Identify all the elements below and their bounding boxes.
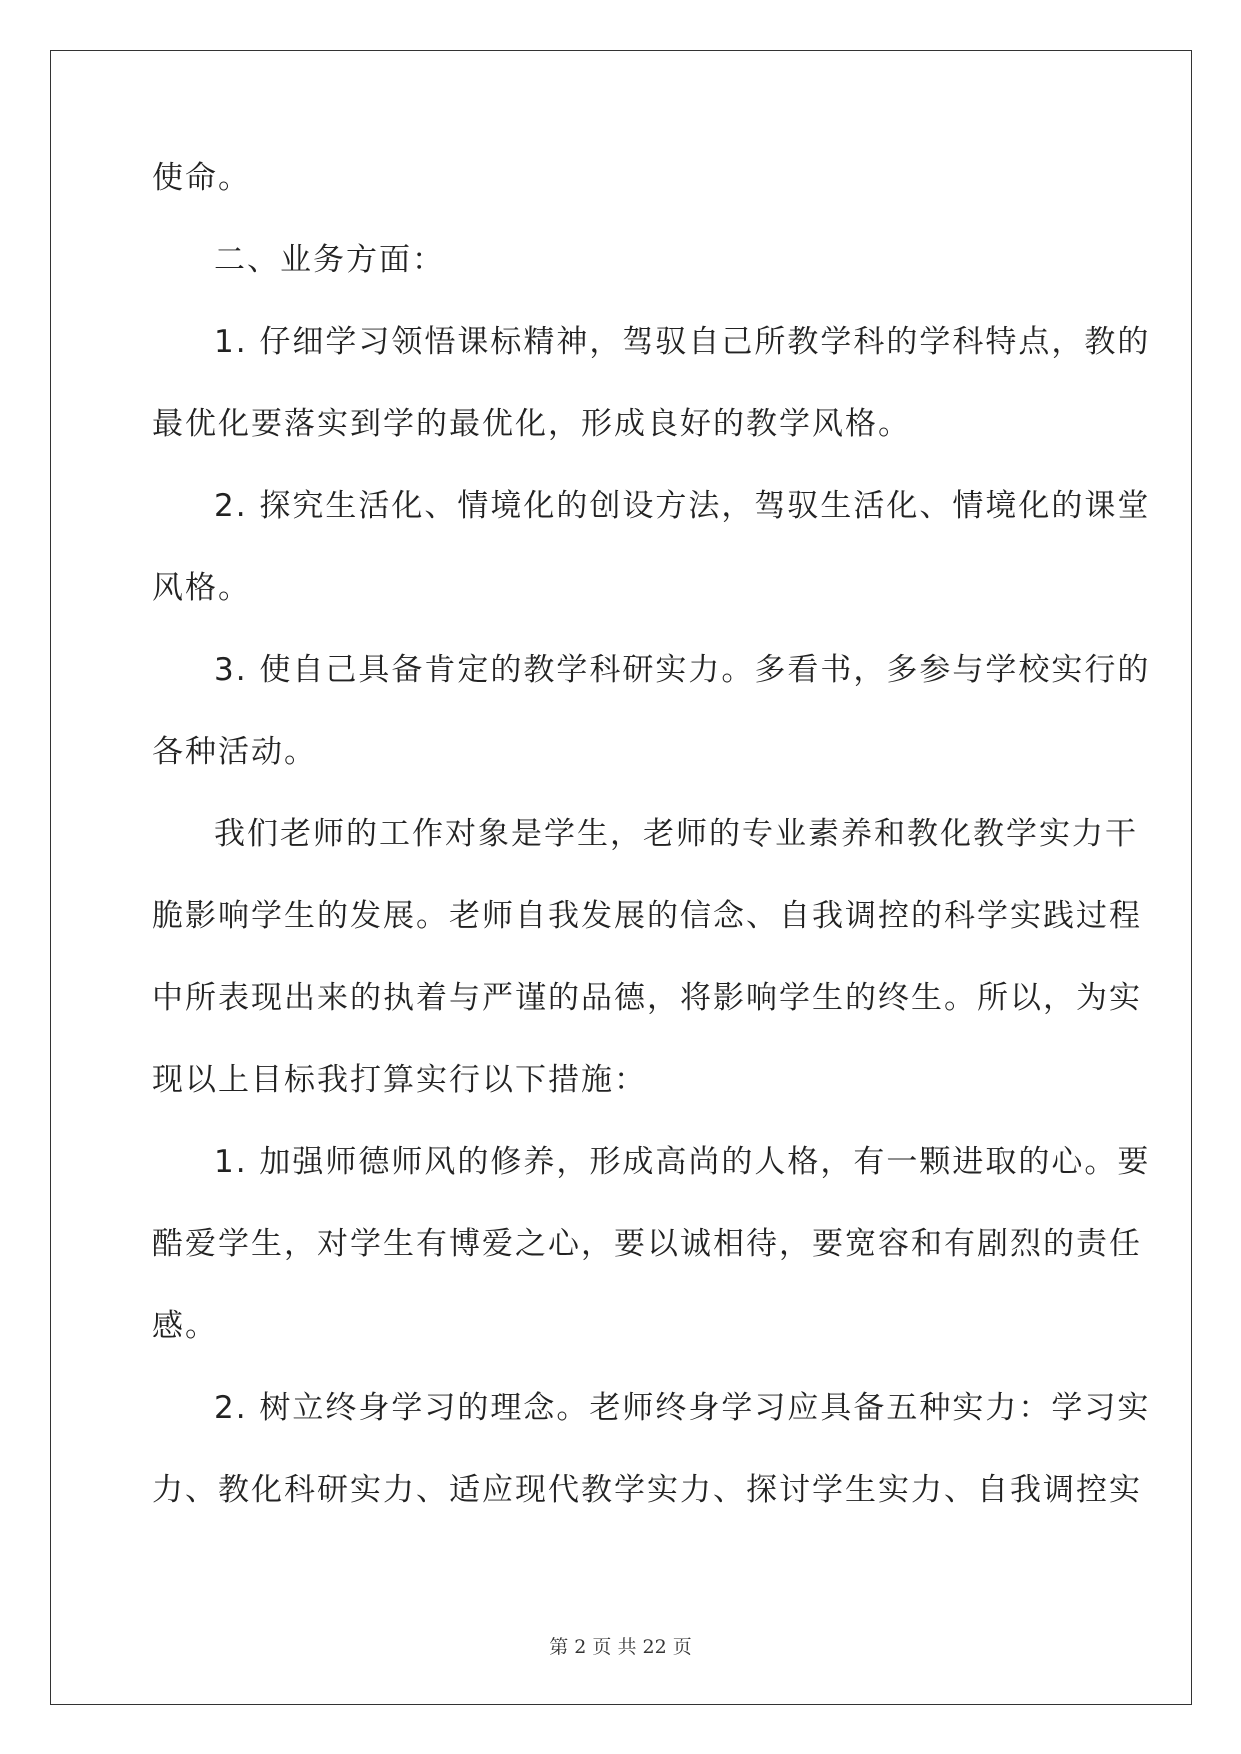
paragraph — [152, 322, 1151, 445]
section-heading: 二、业务方面： — [214, 242, 445, 278]
text-line: 3. 使自己具备肯定的教学科研实力。多看书，多参与学校实行的 — [214, 652, 1151, 688]
paragraph — [152, 240, 1092, 281]
text-line: 2. 树立终身学习的理念。老师终身学习应具备五种实力：学习实 — [214, 1390, 1151, 1426]
text-line: 风格。 — [152, 570, 251, 606]
paragraph — [152, 486, 1151, 609]
text-line: 最优化要落实到学的最优化，形成良好的教学风格。 — [152, 406, 911, 442]
text-line: 感。 — [152, 1308, 218, 1344]
paragraph — [152, 650, 1151, 773]
page-number: 第 2 页 共 22 页 — [549, 1636, 692, 1658]
text-line: 使命。 — [152, 160, 251, 196]
document-body — [152, 158, 1151, 1511]
paragraph — [152, 814, 1142, 1101]
text-line: 力、教化科研实力、适应现代教学实力、探讨学生实力、自我调控实 — [152, 1472, 1142, 1508]
text-line: 1. 仔细学习领悟课标精神，驾驭自己所教学科的学科特点，教的 — [214, 324, 1151, 360]
text-line: 各种活动。 — [152, 734, 317, 770]
paragraph — [152, 1142, 1151, 1347]
text-line: 酷爱学生，对学生有博爱之心，要以诚相待，要宽容和有剧烈的责任 — [152, 1226, 1142, 1262]
text-line: 2. 探究生活化、情境化的创设方法，驾驭生活化、情境化的课堂 — [214, 488, 1151, 524]
text-line: 我们老师的工作对象是学生，老师的专业素养和教化教学实力干 — [214, 816, 1138, 852]
text-line: 现以上目标我打算实行以下措施： — [152, 1062, 647, 1098]
text-line: 脆影响学生的发展。老师自我发展的信念、自我调控的科学实践过程 — [152, 898, 1142, 934]
text-line: 1. 加强师德师风的修养，形成高尚的人格，有一颗进取的心。要 — [214, 1144, 1151, 1180]
text-line: 中所表现出来的执着与严谨的品德，将影响学生的终生。所以，为实 — [152, 980, 1142, 1016]
paragraph — [152, 158, 1092, 199]
paragraph — [152, 1388, 1151, 1511]
